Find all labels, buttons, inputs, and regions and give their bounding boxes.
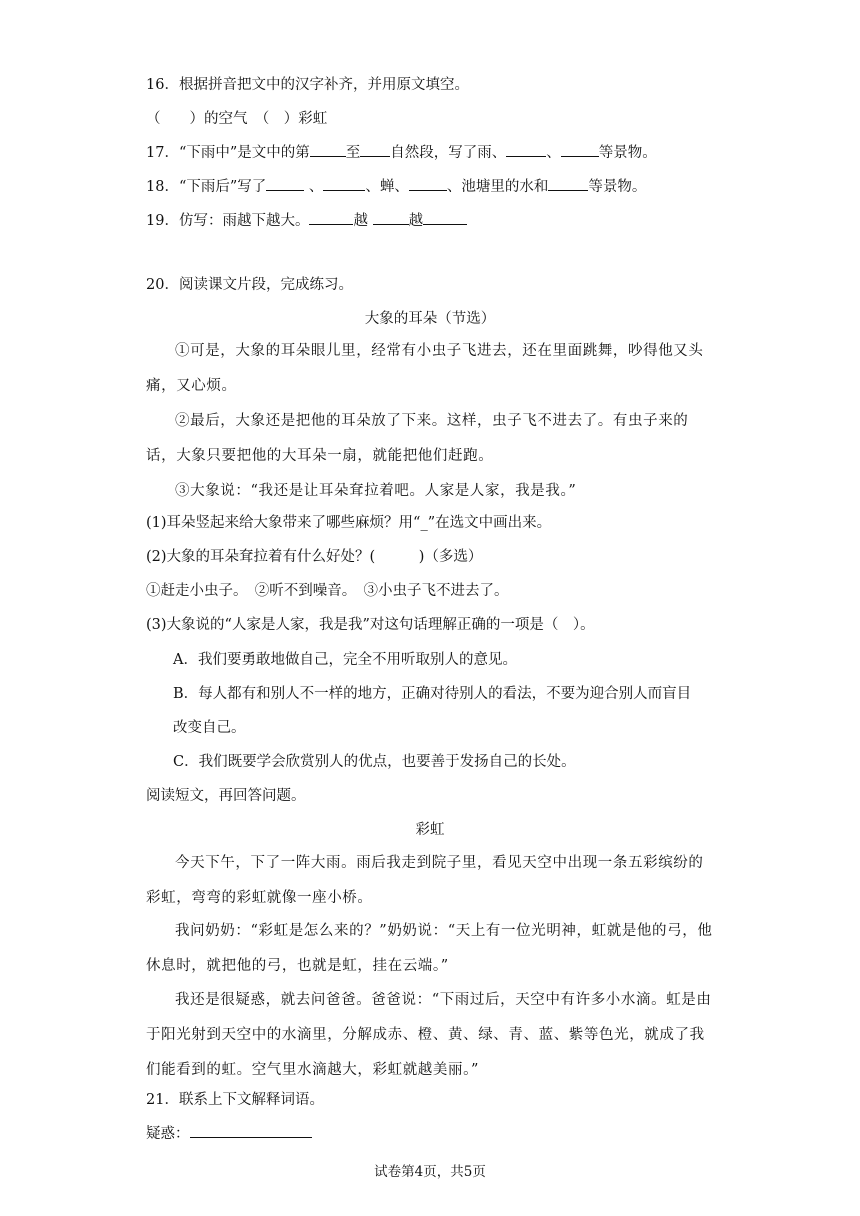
option-b-line-1: B．每人都有和别人不一样的地方，正确对待别人的看法，不要为迎合别人而盲目 bbox=[173, 686, 692, 702]
q21-word: 疑惑： bbox=[146, 1126, 190, 1142]
answer-blank[interactable] bbox=[310, 142, 346, 157]
reading-paragraph-1: 今天下午，下了一阵大雨。雨后我走到院子里，看见天空中出现一条五彩缤纷的彩虹，弯弯的彩虹就像一座小桥。 bbox=[146, 855, 704, 906]
option-c: C．我们既要学会欣赏别人的优点，也要善于发扬自己的长处。 bbox=[173, 754, 576, 770]
question-18 bbox=[146, 176, 646, 197]
answer-blank[interactable] bbox=[506, 142, 546, 157]
answer-blank[interactable] bbox=[309, 210, 353, 225]
reading-intro: 阅读短文，再回答问题。 bbox=[146, 788, 306, 804]
q19-text-c: 越 bbox=[408, 213, 424, 229]
question-20-sub-3: (3)大象说的“人家是人家，我是我”对这句话理解正确的一项是（ ）。 bbox=[146, 617, 595, 633]
q17-text-e: 等景物。 bbox=[598, 145, 657, 161]
answer-blank[interactable] bbox=[548, 176, 588, 191]
question-16-stem: 16．根据拼音把文中的汉字补齐，并用原文填空。 bbox=[146, 77, 469, 93]
reading-paragraph-3: 我还是很疑惑，就去问爸爸。爸爸说：“下雨过后，天空中有许多小水滴。虹是由于阳光射到天空中的水滴里，分解成赤、橙、黄、绿、青、蓝、紫等色光，就成了我们能看到的虹。空气里水滴越大，彩虹就越美丽。” bbox=[146, 992, 712, 1078]
q17-text-c: 自然段，写了雨、 bbox=[390, 145, 507, 161]
q17-text-b: 至 bbox=[345, 145, 361, 161]
option-b-line-2: 改变自己。 bbox=[173, 720, 246, 736]
q18-text-e: 等景物。 bbox=[588, 179, 647, 195]
answer-blank[interactable] bbox=[323, 176, 365, 191]
reading-paragraph-2: 我问奶奶：“彩虹是怎么来的？”奶奶说：“天上有一位光明神，虹就是他的弓，他休息时，就把他的弓，也就是虹，挂在云端。” bbox=[146, 923, 713, 974]
answer-blank[interactable] bbox=[190, 1123, 312, 1138]
question-20-stem: 20．阅读课文片段，完成练习。 bbox=[146, 277, 353, 293]
question-21-stem: 21．联系上下文解释词语。 bbox=[146, 1092, 324, 1108]
answer-blank[interactable] bbox=[266, 176, 304, 191]
question-20-sub-2-options: ①赶走小虫子。 ②听不到噪音。 ③小虫子飞不进去了。 bbox=[146, 583, 509, 599]
question-20-sub-1: (1)耳朵竖起来给大象带来了哪些麻烦？用“_”在选文中画出来。 bbox=[146, 515, 552, 531]
q18-text-d: 、池塘里的水和 bbox=[446, 179, 549, 195]
q18-text-c: 、蝉、 bbox=[365, 179, 409, 195]
q19-text-a: 19．仿写：雨越下越大。 bbox=[146, 213, 310, 229]
answer-blank[interactable] bbox=[561, 142, 599, 157]
passage-title: 大象的耳朵（节选） bbox=[364, 311, 496, 327]
question-21-item bbox=[146, 1123, 312, 1144]
reading-title: 彩虹 bbox=[415, 822, 445, 838]
question-20-sub-2: (2)大象的耳朵耷拉着有什么好处？( )（多选） bbox=[146, 549, 483, 565]
passage-paragraph-3: ③大象说：“我还是让耳朵耷拉着吧。人家是人家，我是我。” bbox=[175, 483, 577, 499]
passage-paragraph-2: ②最后，大象还是把他的耳朵放了下来。这样，虫子飞不进去了。有虫子来的话，大象只要把他的大耳朵一扇，就能把他们赶跑。 bbox=[146, 413, 689, 464]
answer-blank[interactable] bbox=[360, 142, 390, 157]
q17-text-d: 、 bbox=[546, 145, 561, 161]
q18-text-b: 、 bbox=[304, 179, 324, 195]
answer-blank[interactable] bbox=[423, 210, 467, 225]
q18-text-a: 18．“下雨后”写了 bbox=[146, 179, 267, 195]
q17-text-a: 17．“下雨中”是文中的第 bbox=[146, 145, 310, 161]
question-17 bbox=[146, 142, 657, 163]
passage-paragraph-1: ①可是，大象的耳朵眼儿里，经常有小虫子飞进去，还在里面跳舞，吵得他又头痛，又心烦。 bbox=[146, 343, 704, 394]
question-19 bbox=[146, 210, 467, 231]
answer-blank[interactable] bbox=[409, 176, 447, 191]
page-footer: 试卷第4页，共5页 bbox=[374, 1164, 486, 1180]
q19-text-b: 越 bbox=[353, 213, 368, 229]
question-16-line: （ ）的空气 （ ）彩虹 bbox=[146, 111, 328, 127]
option-a: A．我们要勇敢地做自己，完全不用听取别人的意见。 bbox=[173, 652, 517, 668]
answer-blank[interactable] bbox=[373, 210, 409, 225]
